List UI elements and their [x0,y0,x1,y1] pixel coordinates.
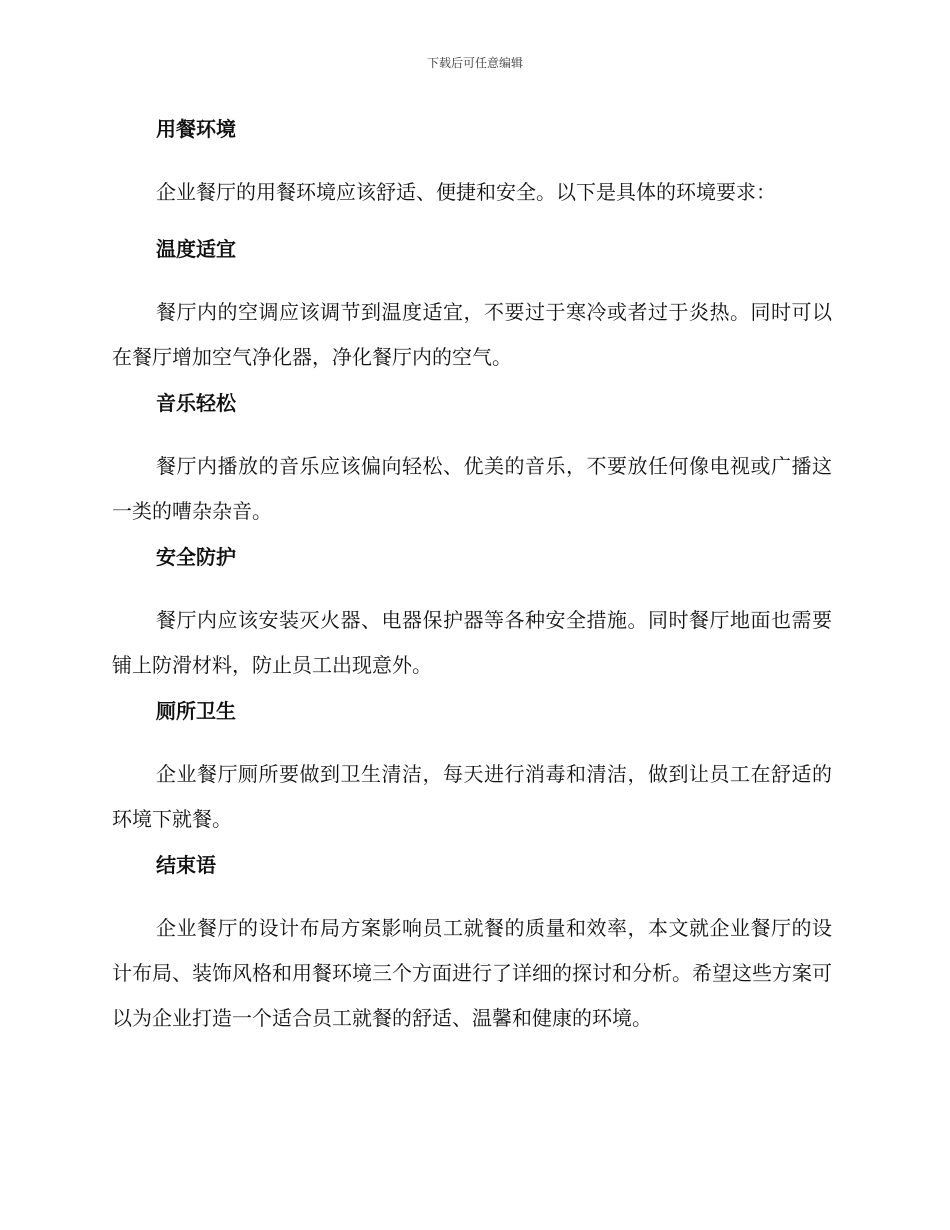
section-paragraph-temperature: 餐厅内的空调应该调节到温度适宜，不要过于寒冷或者过于炎热。同时可以在餐厅增加空气净化器，净化餐厅内的空气。 [112,300,832,369]
section-heading-restroom: 厕所卫生 [156,699,236,723]
section-paragraph-conclusion: 企业餐厅的设计布局方案影响员工就餐的质量和效率，本文就企业餐厅的设计布局、装饰风格和用餐环境三个方面进行了详细的探讨和分析。希望这些方案可以为企业打造一个适合员工就餐的舒适、温馨和健康的环境。 [112,916,832,1030]
section-heading-safety: 安全防护 [156,545,236,569]
section-heading-conclusion: 结束语 [156,853,216,877]
page-header-note: 下载后可任意编辑 [426,56,523,70]
section-heading-temperature: 温度适宜 [156,237,236,261]
section-paragraph-dining-environment: 企业餐厅的用餐环境应该舒适、便捷和安全。以下是具体的环境要求： [156,180,776,204]
section-paragraph-safety: 餐厅内应该安装灭火器、电器保护器等各种安全措施。同时餐厅地面也需要铺上防滑材料，防止员工出现意外。 [112,608,832,677]
document-body [112,113,832,1048]
section-heading-music: 音乐轻松 [156,391,236,415]
section-heading-dining-environment: 用餐环境 [156,117,236,141]
section-paragraph-music: 餐厅内播放的音乐应该偏向轻松、优美的音乐，不要放任何像电视或广播这一类的嘈杂杂音。 [112,454,832,523]
section-paragraph-restroom: 企业餐厅厕所要做到卫生清洁，每天进行消毒和清洁，做到让员工在舒适的环境下就餐。 [112,762,832,831]
